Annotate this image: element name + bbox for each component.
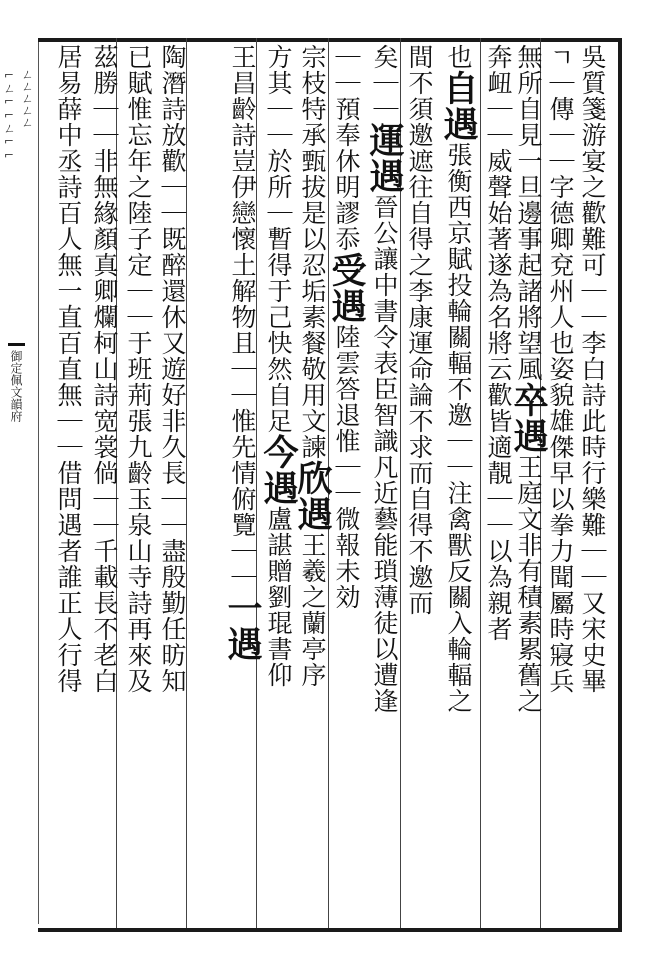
text-column-14: 茲勝｜｜非無緣顏真卿爛柯山詩宽裳倘｜｜千載長不老白 [90, 44, 119, 694]
headword-yiyu: 一遇 [222, 590, 263, 662]
text-column-11: 王昌齡詩豈伊戀懷土解物且｜｜惟先情俯覽｜｜一遇 [222, 44, 263, 662]
text-column-9: 宗枝特承甄拔是以忍垢素餐敬用文諫欣遇王羲之蘭亭序 [292, 44, 333, 688]
text-column-6: 間不須邀遮往自得之李康運命論不求而自得不邀而 [405, 44, 434, 616]
page-gutter [0, 38, 39, 924]
headword-xinyu: 欣遇 [292, 460, 333, 532]
text-column-13: 已賦惟忘年之陸子定｜｜于班荊張九齡玉泉山寺詩再來及 [124, 44, 153, 694]
text-column-8: ｜｜預奉休明謬忝受遇陸雲答退惟｜｜微報未効 [326, 44, 367, 610]
text-column-10: 方其｜｜於所｜暫得于己快然自足今遇盧諶贈劉琨書仰 [258, 44, 299, 688]
gutter-marks-left: ⌐ㄥ⌐⌐ㄥ⌐⌐ [2, 68, 16, 162]
text-column-12: 陶潛詩放歡｜｜既醉還休又遊好非久長｜｜盡殷勤任昉知 [158, 44, 187, 694]
text-column-2: ㄱ｜傳｜｜字德卿兗州人也姿貌雄傑早以拳力聞屬時寢兵 [546, 44, 575, 694]
gutter-marks-right: ㄥㄥㄥㄥㄥ [20, 68, 34, 128]
text-column-7: 矣｜｜運遇晉公讓中書令表臣智識凡近藝能瑣薄徒以遭逢 [364, 44, 405, 714]
headword-shouyu: 受遇 [326, 252, 367, 324]
headword-yunyu: 運遇 [364, 122, 405, 194]
headword-ziyu: 自遇 [438, 70, 479, 142]
text-column-15: 居易薛中丞詩百人無一直百直無｜｜借問遇者誰正人行得 [54, 44, 83, 694]
text-column-3: 無所自見一旦邊事起諸將望風卒遇王庭文非有積素累舊之 [508, 44, 549, 714]
headword-zuyu: 卒遇 [508, 382, 549, 454]
headword-jinyu: 今遇 [258, 434, 299, 506]
text-column-1: 吳質箋游宴之歡難可｜｜李白詩此時行樂難｜｜又宋史畢 [578, 44, 607, 694]
book-title-label: 御定佩文韻府 [8, 343, 25, 422]
text-column-5: 也自遇張衡西京賦投輪關輻不邀｜｜注禽獸反關入輪輻之 [438, 44, 479, 714]
text-column-4: 奔衄｜｜威聲始著遂為名將云歡皆適靚｜｜以為親者 [484, 44, 513, 642]
column-rule [480, 38, 481, 928]
